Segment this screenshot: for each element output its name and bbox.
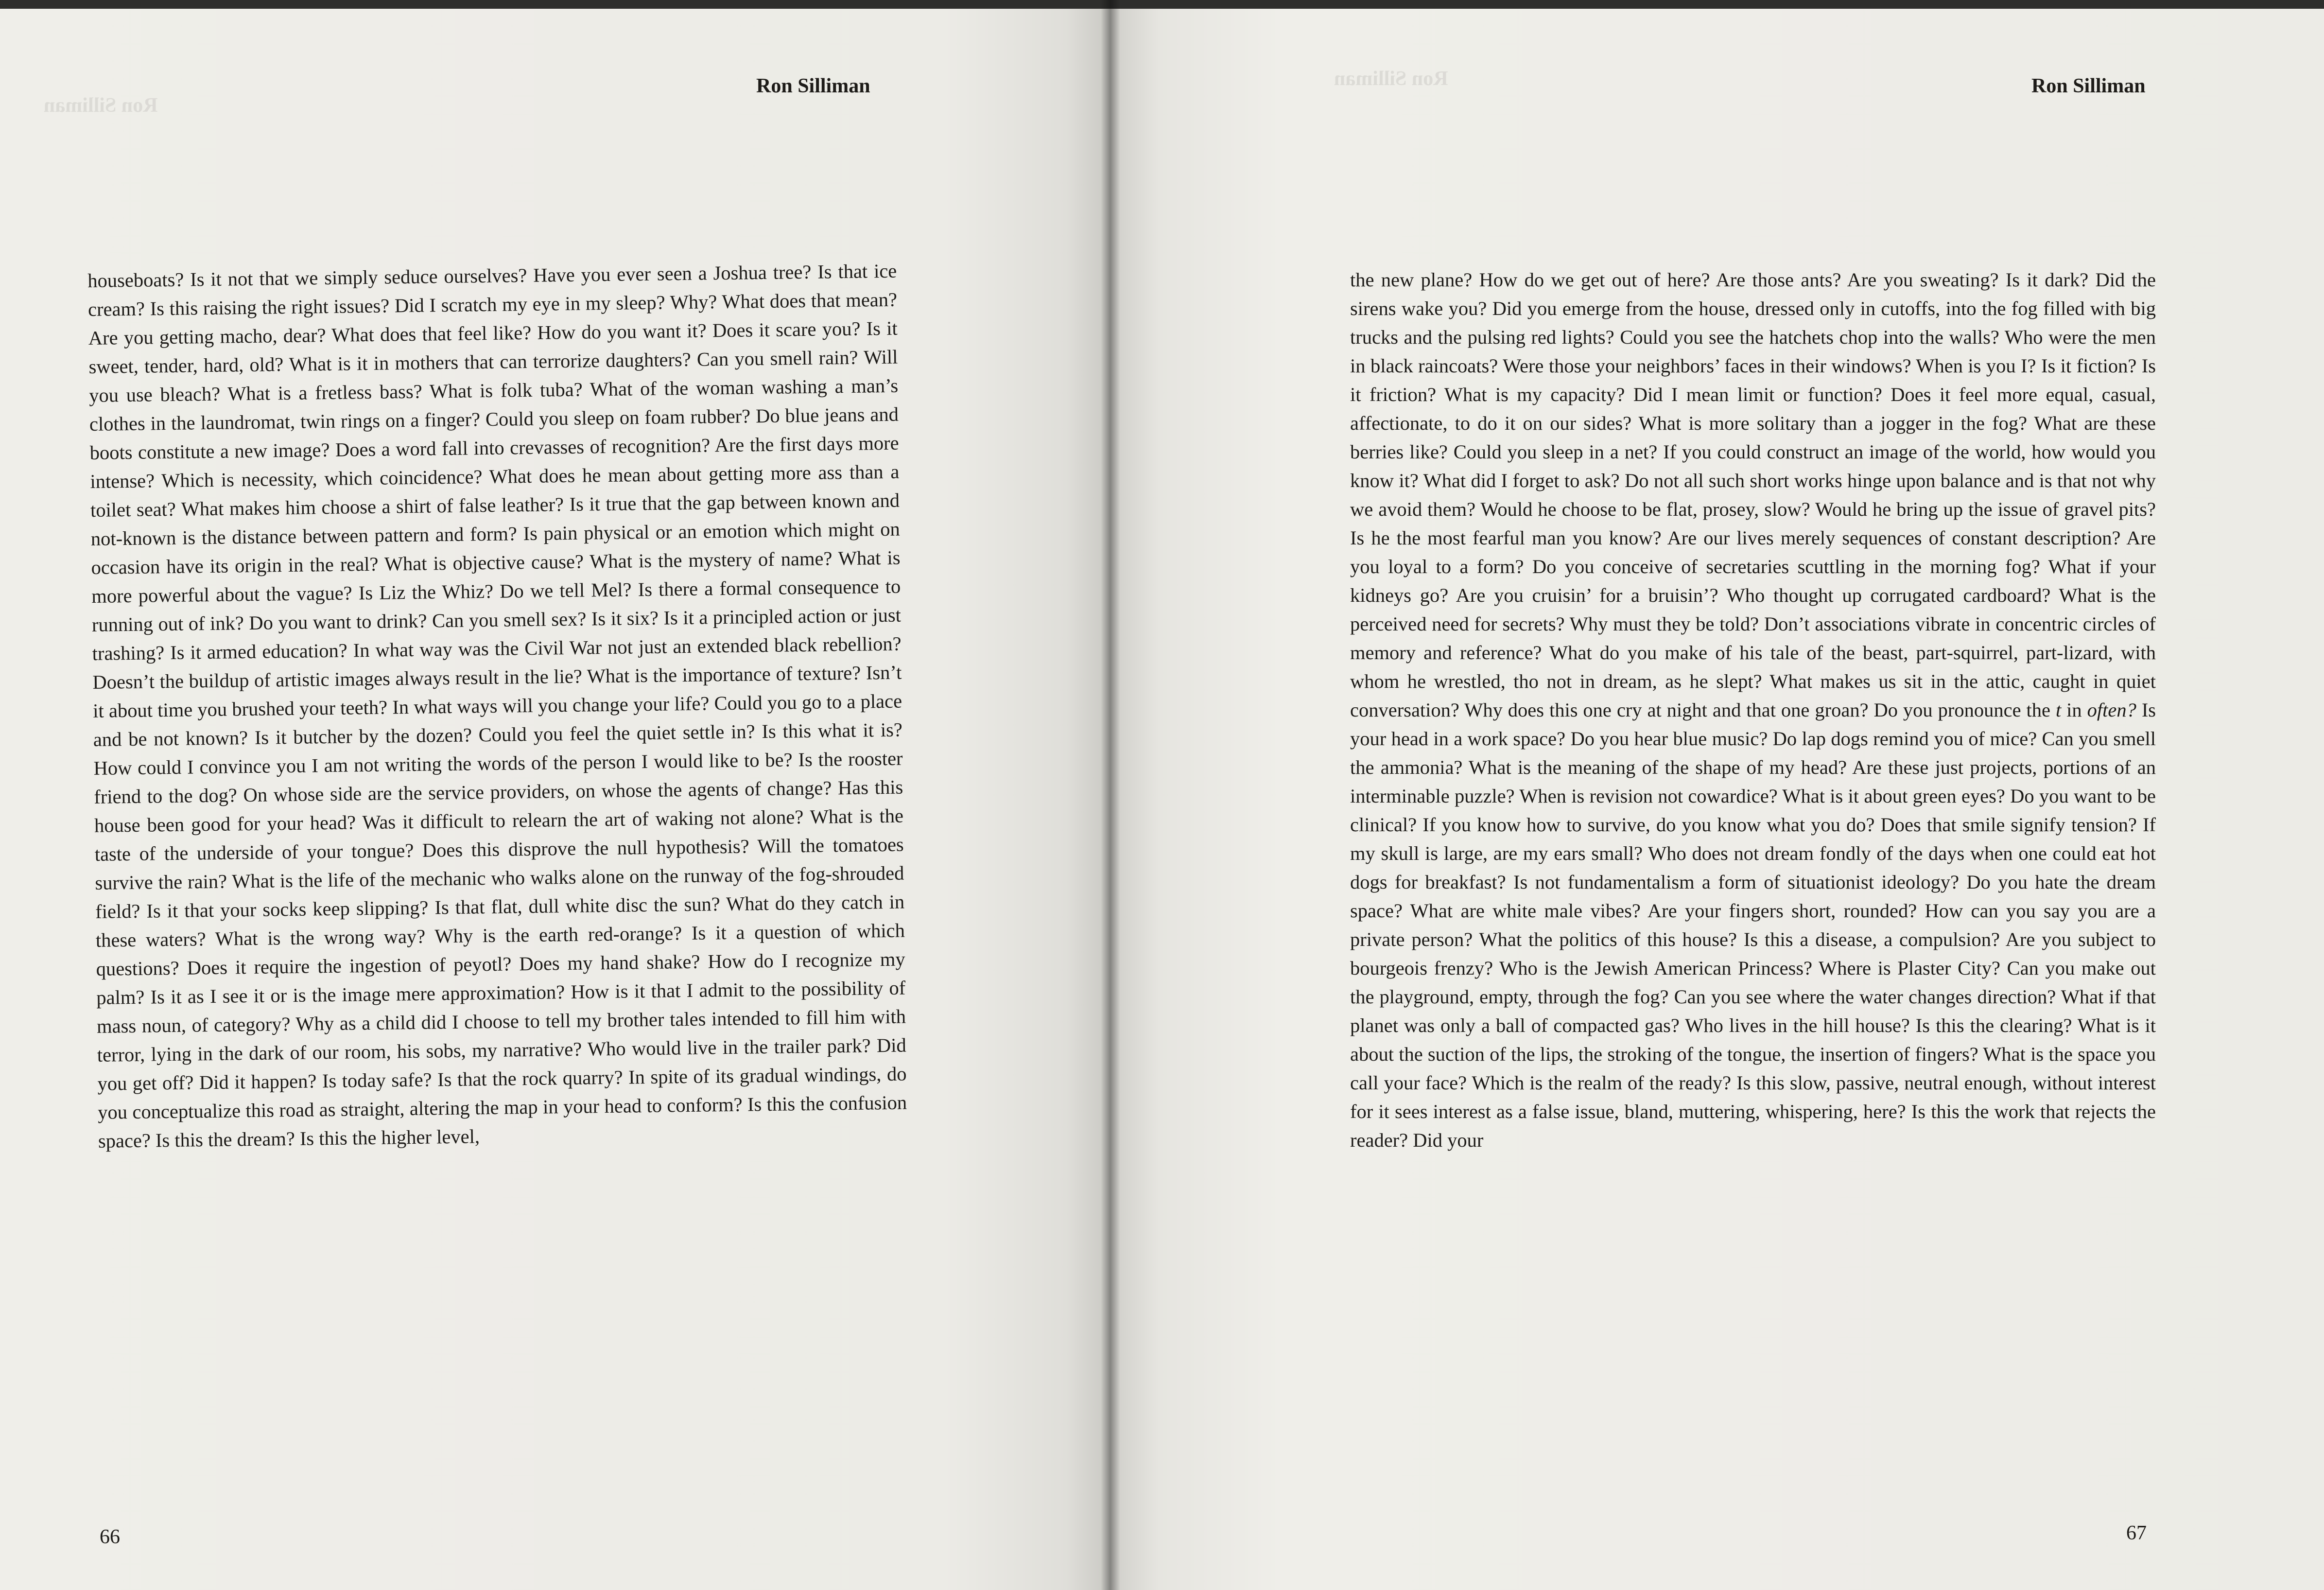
body-text-right: [1350, 265, 2156, 1154]
book-gutter: [1101, 0, 1120, 1590]
body-text-right-part1: the new plane? How do we get out of here? Are those ants? Are you sweating? Is it dark? Did the sirens wake you? Did you emerge from the house, dressed only in cutoffs, into the fog filled with big trucks and the pulsing red lights? Could you see the hatchets chop into the walls? Who were the men in black raincoats? Were those your neighbors’ faces in their windows? When is you I? Is it fiction? Is it friction? What is my capacity? Did I mean limit or function? Does it feel more equal, casual, affectionate, to do it on our sides? What is more solitary than a jogger in the fog? What are these berries like? Could you sleep in a net? If you could construct an image of the world, how would you know it? What did I forget to ask? Do not all such short works hinge upon balance and is that not why we avoid them? Would he choose to be flat, prosey, slow? Would he bring up the issue of gravel pits? Is he the most fearful man you know? Are our lives merely sequences of constant description? Are you loyal to a form? Do you conceive of secretaries scuttling in the morning fog? What if your kidneys go? Are you cruisin’ for a bruisin’? Who thought up corrugated cardboard? What is the perceived need for secrets? Why must they be told? Don’t associations vibrate in concentric circles of memory and reference? What do you make of his tale of the beast, part-squirrel, part-lizard, with whom he wrestled, tho not in dream, as he slept? What makes us sit in the attic, caught in quiet conversation? Why does this one cry at night and that one groan? Do you pronounce the: [1350, 269, 2156, 721]
page-number-right: 67: [2126, 1522, 2147, 1544]
body-text-right-part2: Is your head in a work space? Do you hear blue music? Do lap dogs remind you of mice? Can you smell the ammonia? What is the meaning of the shape of my head? Are these just projects, portions of an interminable puzzle? When is revision not cowardice? What is it about green eyes? Do you want to be clinical? If you know how to survive, do you know what you do? Does that smile signify tension? If my skull is large, are my ears small? Who does not dream fondly of the days when one could eat hot dogs for breakfast? Is not fundamentalism a form of situationist ideology? Do you hate the dream space? What are white male vibes? Are your fingers short, rounded? How can you say you are a private person? What the politics of this house? Is this a disease, a compulsion? Are you subject to bourgeois frenzy? Who is the Jewish American Princess? Where is Plaster City? Can you make out the playground, empty, through the fog? Can you see where the water changes direction? What if that planet was only a ball of compacted gas? Who lives in the hill house? Is this the clearing? What is it about the suction of the lips, the stroking of the tongue, the insertion of fingers? What is the space you call your face? Which is the realm of the ready? Is this slow, passive, neutral enough, without interest for it sees interest as a false issue, bland, muttering, whispering, here? Is this the work that rejects the reader? Did your: [1350, 699, 2156, 1151]
show-through-heading: Ron Silliman: [1334, 68, 1448, 90]
running-head-right: Ron Silliman: [2031, 75, 2146, 97]
page-number-left: 66: [100, 1526, 120, 1548]
word-in: in: [2066, 699, 2082, 721]
running-head-left: Ron Silliman: [756, 75, 870, 97]
show-through-heading: Ron Silliman: [44, 94, 158, 117]
italic-word-often: often?: [2087, 699, 2136, 721]
left-page: [0, 9, 1110, 1590]
body-text-left: houseboats? Is it not that we simply seduce ourselves? Have you ever seen a Joshua tree? Is that ice cream? Is this raising the right issues? Did I scratch my eye in my sleep? Why? What does that mean? Are you getting macho, dear? What does that feel like? How do you want it? Does it scare you? Is it sweet, tender, hard, old? What is it in mothers that can terrorize daughters? Can you smell rain? Will you use bleach? What is a fretless bass? What is folk tuba? What of the woman washing a man’s clothes in the laundromat, twin rings on a finger? Could you sleep on foam rubber? Do blue jeans and boots constitute a new image? Does a word fall into crevasses of recognition? Are the first days more intense? Which is necessity, which coincidence? What does he mean about getting more ass than a toilet seat? What makes him choose a shirt of false leather? Is it true that the gap between known and not-known is the distance between pattern and form? Is pain physical or an emotion which might on occasion have its origin in the real? What is objective cause? What is the mystery of name? What is more powerful about the vague? Is Liz the Whiz? Do we tell Mel? Is there a formal consequence to running out of ink? Do you want to drink? Can you smell sex? Is it six? Is it a principled action or just trashing? Is it armed education? In what way was the Civil War not just an extended black rebellion? Doesn’t the buildup of artistic images always result in the lie? What is the importance of texture? Isn’t it about time you brushed your teeth? In what ways will you change your life? Could you go to a place and be not known? Is it butcher by the dozen? Could you feel the quiet settle in? Is this what it is? How could I convince you I am not writing the words of the person I would like to be? Is the rooster friend to the dog? On whose side are the service providers, on whose the agents of change? Has this house been good for your head? Was it difficult to relearn the art of waking not alone? What is the taste of the underside of your tongue? Does this disprove the null hypothesis? Will the tomatoes survive the rain? What is the life of the mechanic who walks alone on the runway of the fog-shrouded field? Is it that your socks keep slipping? Is that flat, dull white disc the sun? What do they catch in these waters? What is the wrong way? Why is the earth red-orange? Is it a question of which questions? Does it require the ingestion of peyotl? Does my hand shake? How do I recognize my palm? Is it as I see it or is the image mere approximation? How is it that I admit to the possibility of mass noun, of category? Why as a child did I choose to tell my brother tales intended to fill him with terror, lying in the dark of our room, his sobs, my narrative? Who would live in the trailer park? Did you get off? Did it happen? Is today safe? Is that the rock quarry? In spite of its gradual windings, do you conceptualize this road as straight, altering the map in your head to conform? Is this the confusion space? Is this the dream? Is this the higher level,: [87, 260, 907, 1152]
italic-letter-t: t: [2055, 699, 2062, 721]
scan-top-edge: [0, 0, 2324, 9]
